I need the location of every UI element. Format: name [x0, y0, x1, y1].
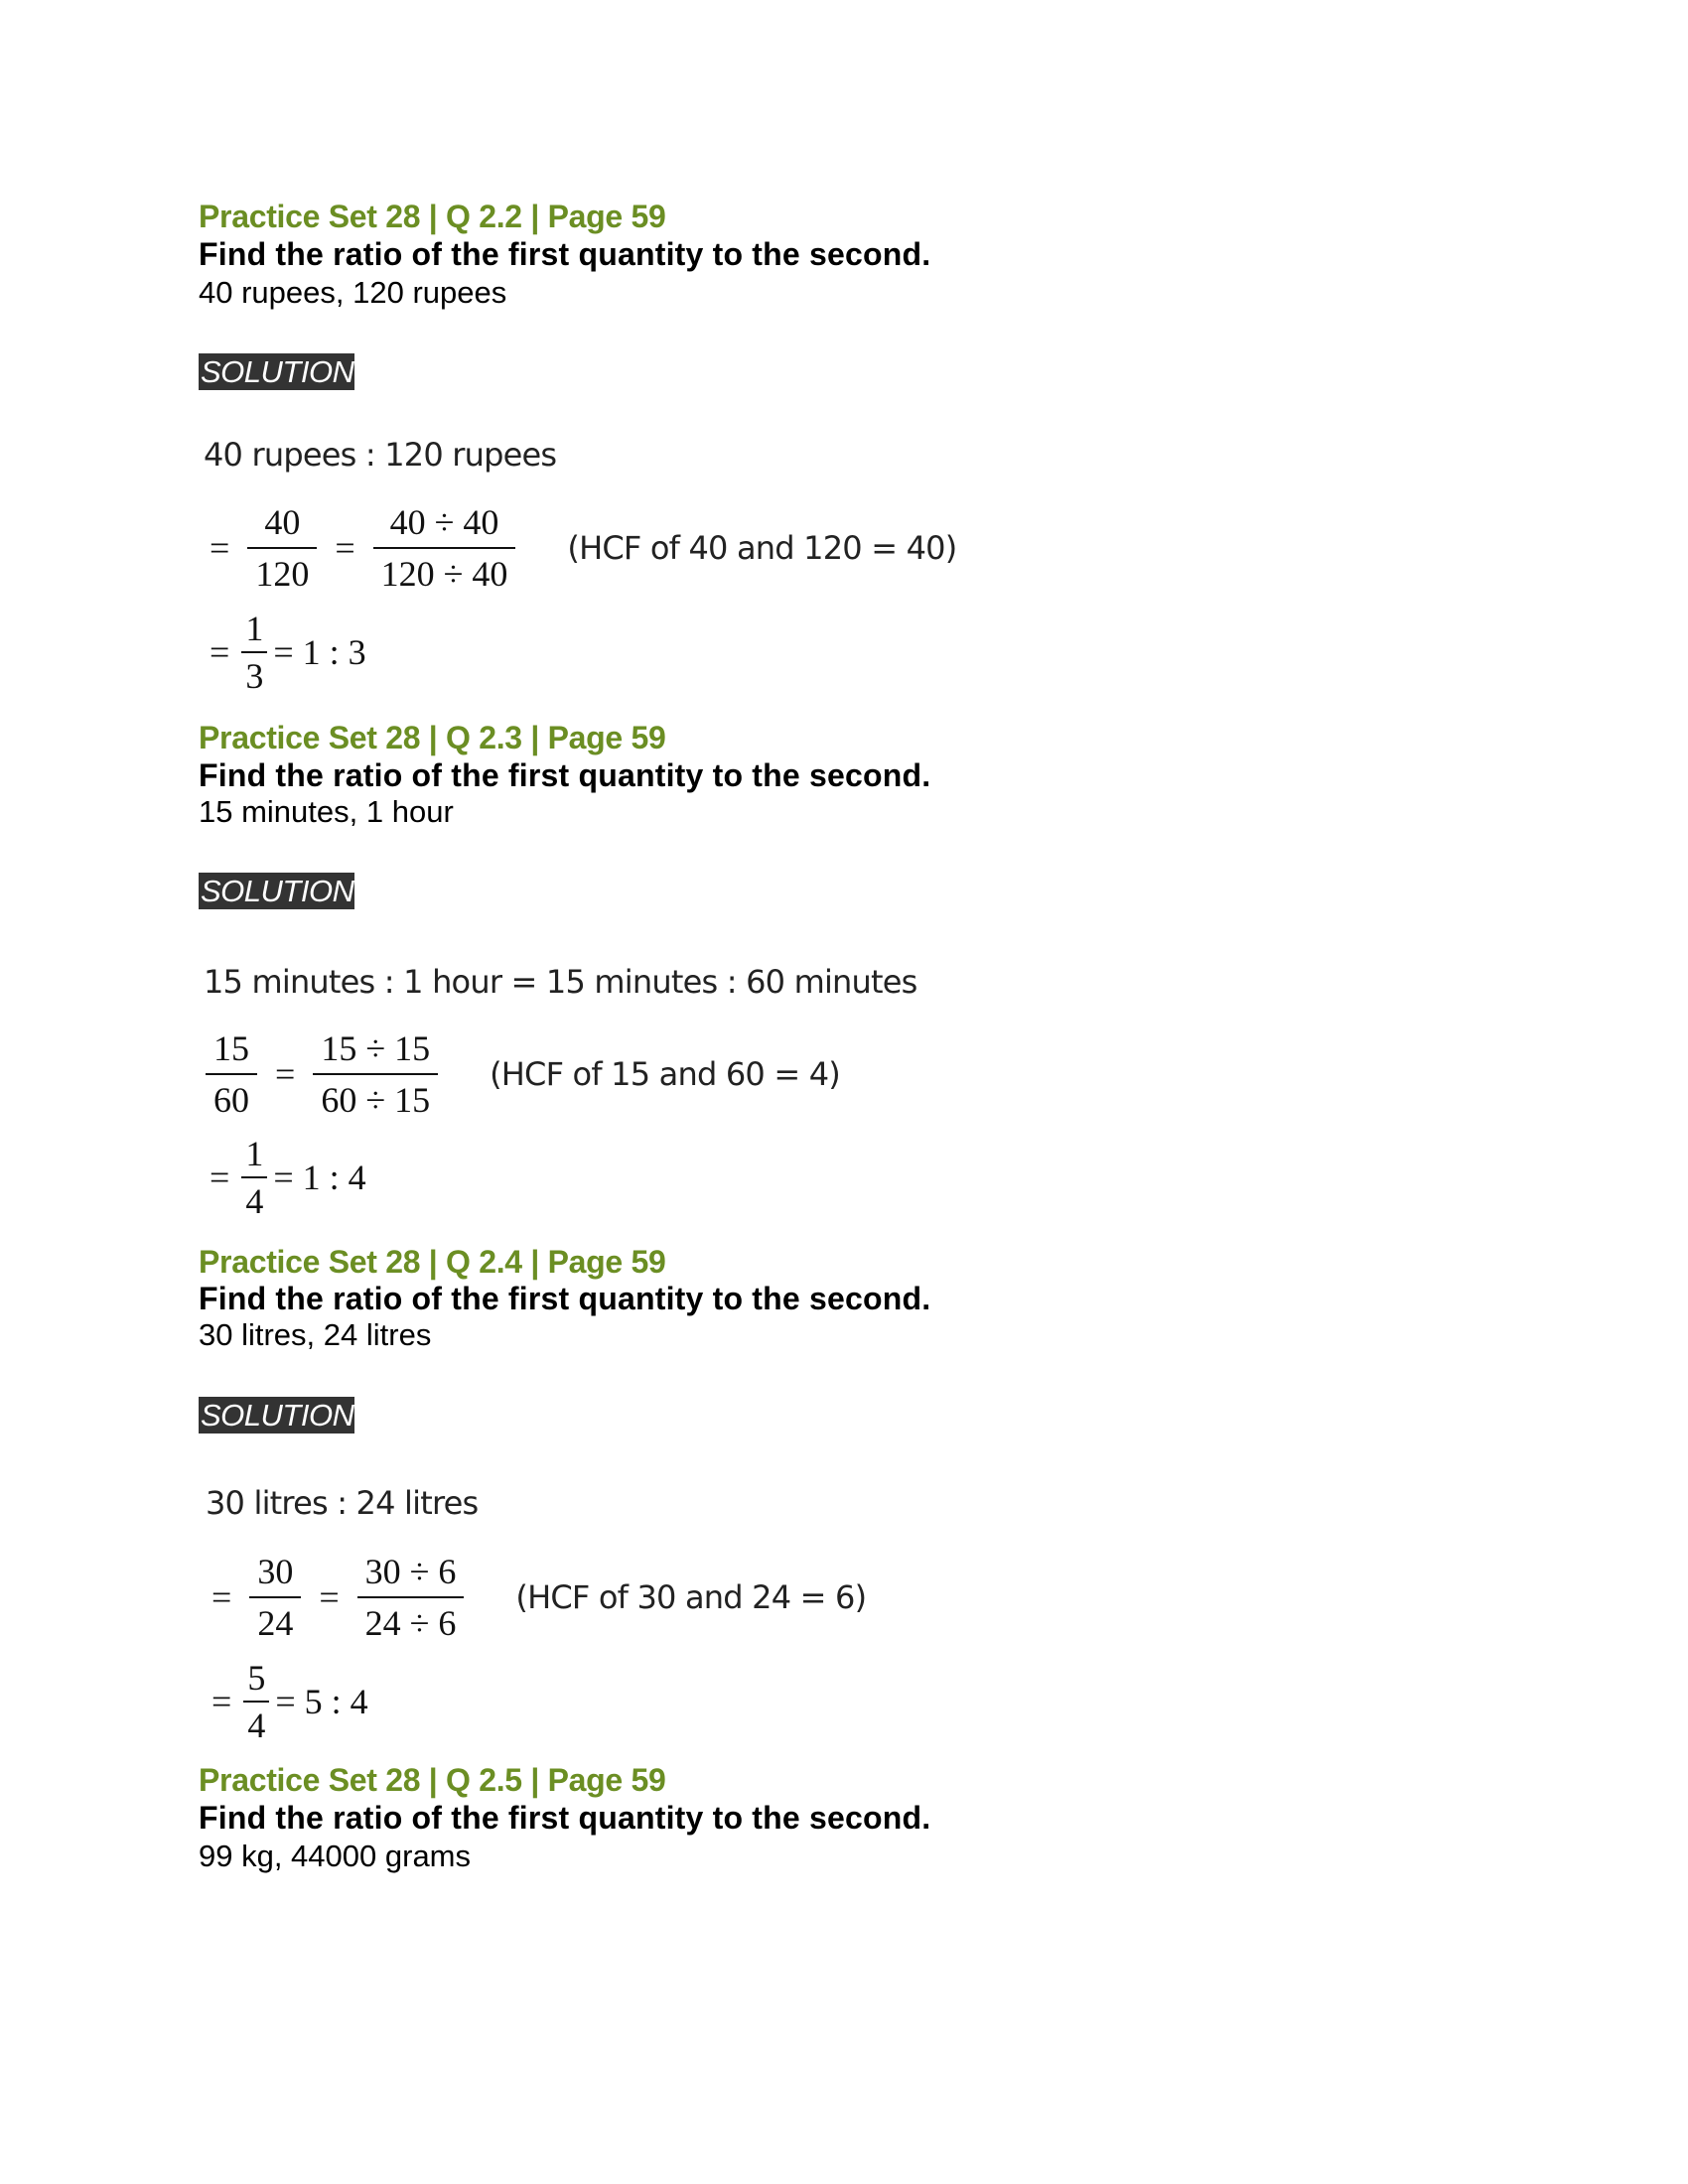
denominator: 120 — [247, 547, 317, 595]
hcf-note: (HCF of 40 and 120 = 40) — [567, 529, 957, 567]
question-prompt: Find the ratio of the first quantity to the second. — [199, 236, 931, 272]
denominator: 120 ÷ 40 — [373, 547, 516, 595]
result-ratio: = 1 : 4 — [273, 1158, 366, 1197]
numerator: 1 — [245, 1134, 264, 1173]
numerator: 15 — [213, 1028, 249, 1068]
numerator: 30 ÷ 6 — [364, 1552, 457, 1591]
equals-sign: = — [211, 1577, 232, 1617]
solution-line: 30 litres : 24 litres — [206, 1484, 479, 1522]
fraction — [313, 1027, 438, 1121]
solution-line: 40 rupees : 120 rupees — [204, 436, 557, 474]
numerator: 40 ÷ 40 — [389, 502, 499, 542]
question-quantities: 30 litres, 24 litres — [199, 1317, 432, 1352]
question-prompt: Find the ratio of the first quantity to the second. — [199, 757, 931, 793]
numerator: 1 — [245, 609, 264, 648]
fraction — [357, 1551, 465, 1644]
fraction — [373, 501, 516, 595]
equals-sign: = — [210, 1158, 230, 1197]
denominator: 3 — [241, 651, 267, 697]
denominator: 4 — [243, 1701, 269, 1746]
equals-sign: = — [275, 1054, 296, 1094]
fraction — [241, 1133, 267, 1222]
denominator: 4 — [241, 1176, 267, 1222]
solution-fraction-row — [206, 1551, 866, 1644]
fraction — [247, 501, 317, 595]
question-quantities: 40 rupees, 120 rupees — [199, 275, 507, 310]
question-heading: Practice Set 28 | Q 2.3 | Page 59 — [199, 720, 666, 755]
question-heading: Practice Set 28 | Q 2.4 | Page 59 — [199, 1244, 666, 1280]
denominator: 24 — [249, 1596, 301, 1644]
question-heading: Practice Set 28 | Q 2.5 | Page 59 — [199, 1762, 666, 1798]
numerator: 40 — [264, 502, 301, 542]
question-heading: Practice Set 28 | Q 2.2 | Page 59 — [199, 199, 666, 234]
solution-fraction-row — [194, 1027, 840, 1121]
equals-sign: = — [210, 632, 230, 672]
equals-sign: = — [211, 1682, 232, 1721]
question-prompt: Find the ratio of the first quantity to the second. — [199, 1281, 931, 1316]
fraction — [241, 608, 267, 697]
result-ratio: = 1 : 3 — [273, 632, 366, 672]
hcf-note: (HCF of 30 and 24 = 6) — [515, 1578, 867, 1616]
question-prompt: Find the ratio of the first quantity to the second. — [199, 1800, 931, 1836]
numerator: 30 — [257, 1552, 294, 1591]
solution-result-row — [204, 608, 366, 697]
solution-badge: SOLUTION — [201, 354, 354, 389]
solution-line: 15 minutes : 1 hour = 15 minutes : 60 minutes — [204, 963, 917, 1001]
equals-sign: = — [210, 528, 230, 568]
fraction — [249, 1551, 301, 1644]
fraction — [243, 1657, 269, 1746]
equals-sign: = — [335, 528, 355, 568]
solution-fraction-row — [204, 501, 956, 595]
question-quantities: 99 kg, 44000 grams — [199, 1839, 472, 1873]
question-quantities: 15 minutes, 1 hour — [199, 794, 454, 829]
fraction — [206, 1027, 257, 1121]
denominator: 60 — [206, 1073, 257, 1121]
solution-result-row — [204, 1133, 366, 1222]
equals-sign: = — [319, 1577, 340, 1617]
solution-badge: SOLUTION — [201, 1398, 354, 1433]
numerator: 15 ÷ 15 — [321, 1028, 431, 1068]
solution-result-row — [206, 1657, 368, 1746]
solution-badge: SOLUTION — [201, 874, 354, 908]
denominator: 60 ÷ 15 — [313, 1073, 438, 1121]
result-ratio: = 5 : 4 — [275, 1682, 368, 1721]
denominator: 24 ÷ 6 — [357, 1596, 465, 1644]
numerator: 5 — [247, 1658, 266, 1698]
hcf-note: (HCF of 15 and 60 = 4) — [490, 1055, 840, 1093]
